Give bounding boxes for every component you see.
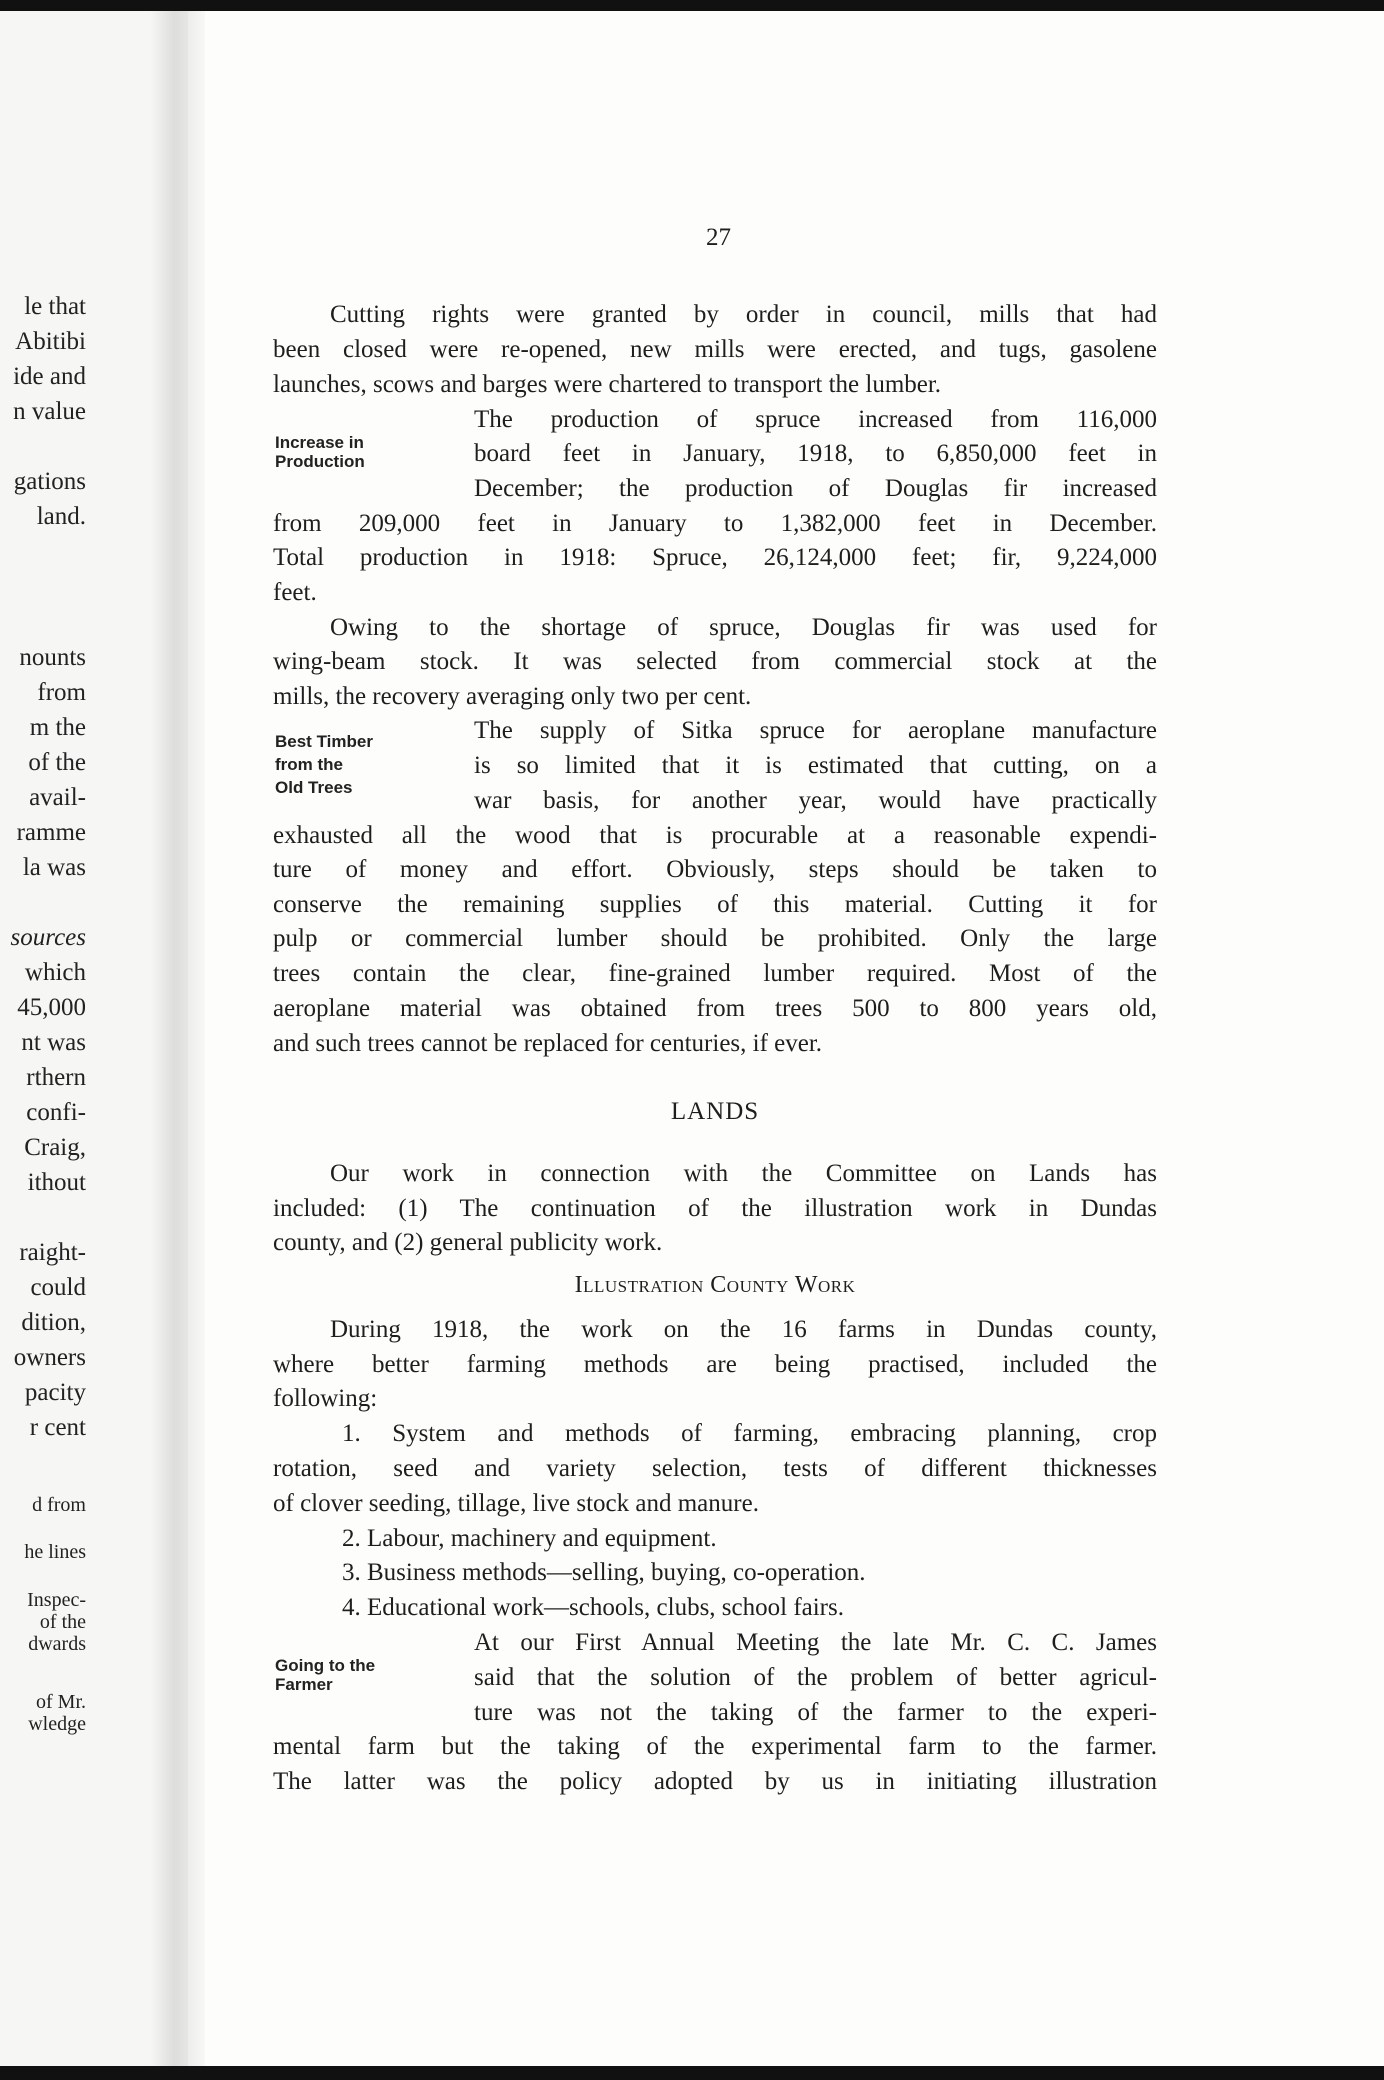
- facing-page-fragment: le that: [24, 293, 86, 320]
- body-line: conserve the remaining supplies of this material. Cutting it for: [273, 891, 1157, 918]
- facing-page-fragment: of Mr.: [36, 1691, 86, 1713]
- body-line: Our work in connection with the Committee on Lands has: [330, 1160, 1157, 1187]
- body-line: included: (1) The continuation of the illustration work in Dundas: [273, 1195, 1157, 1222]
- margin-note: Farmer: [275, 1675, 333, 1694]
- body-line: rotation, seed and variety selection, tests of different thicknesses: [273, 1455, 1157, 1482]
- facing-page-fragment: could: [30, 1274, 86, 1301]
- body-line: of clover seeding, tillage, live stock and manure.: [273, 1490, 759, 1517]
- list-item: 2. Labour, machinery and equipment.: [342, 1525, 717, 1552]
- body-line: been closed were re-opened, new mills were erected, and tugs, gasolene: [273, 336, 1157, 363]
- facing-page-fragment: which: [24, 959, 86, 986]
- facing-page-fragment: wledge: [28, 1713, 86, 1735]
- scan-bottom-border: [0, 2066, 1384, 2080]
- facing-page-fragment: pacity: [24, 1379, 86, 1406]
- facing-page-fragment: ithout: [27, 1169, 86, 1196]
- body-line: war basis, for another year, would have practically: [474, 787, 1157, 814]
- facing-page-fragment: avail-: [29, 784, 86, 811]
- scan-top-border: [0, 0, 1384, 11]
- subsection-heading: Illustration County Work: [574, 1272, 856, 1298]
- list-item: 4. Educational work—schools, clubs, school fairs.: [342, 1594, 844, 1621]
- book-gutter-shadow: [150, 11, 205, 2066]
- body-line: county, and (2) general publicity work.: [273, 1229, 663, 1256]
- body-line: Owing to the shortage of spruce, Douglas fir was used for: [330, 614, 1157, 641]
- facing-page-fragment: of the: [28, 749, 86, 776]
- body-line: At our First Annual Meeting the late Mr. C. C. James: [474, 1629, 1157, 1656]
- body-line: where better farming methods are being practised, included the: [273, 1351, 1157, 1378]
- body-line: The latter was the policy adopted by us in initiating illustration: [273, 1768, 1157, 1795]
- section-heading: LANDS: [670, 1098, 760, 1125]
- facing-page-fragment: sources: [10, 924, 86, 951]
- facing-page-fragment: land.: [36, 503, 86, 530]
- facing-page-fragment: he lines: [24, 1541, 86, 1563]
- facing-page-fragment: raight-: [19, 1239, 86, 1266]
- body-line: mills, the recovery averaging only two per cent.: [273, 683, 752, 710]
- facing-page-fragment: dwards: [28, 1633, 86, 1655]
- body-line: aeroplane material was obtained from trees 500 to 800 years old,: [273, 995, 1157, 1022]
- facing-page-fragment: ramme: [16, 819, 86, 846]
- facing-page-fragment: dition,: [21, 1309, 86, 1336]
- body-line: from 209,000 feet in January to 1,382,000 feet in December.: [273, 510, 1157, 537]
- margin-note: Best Timber: [275, 732, 373, 751]
- facing-page-fragment: from: [37, 679, 86, 706]
- facing-page-fragment: of the: [39, 1611, 86, 1633]
- facing-page-fragment: Inspec-: [27, 1589, 86, 1611]
- body-line: following:: [273, 1385, 378, 1412]
- margin-note: Production: [275, 452, 365, 471]
- facing-page-fragment: m the: [29, 714, 86, 741]
- body-line: The production of spruce increased from 116,000: [474, 406, 1157, 433]
- body-line: ture of money and effort. Obviously, steps should be taken to: [273, 856, 1157, 883]
- facing-page-fragment: gations: [13, 468, 86, 495]
- facing-page-fragment: n value: [13, 398, 86, 425]
- facing-page-fragment: la was: [22, 854, 86, 881]
- body-line: is so limited that it is estimated that cutting, on a: [474, 752, 1157, 779]
- body-line: board feet in January, 1918, to 6,850,000 feet in: [474, 440, 1157, 467]
- margin-note: Going to the: [275, 1656, 376, 1675]
- facing-page-fragment: Craig,: [24, 1134, 86, 1161]
- margin-note: Increase in: [275, 433, 364, 452]
- body-line: The supply of Sitka spruce for aeroplane manufacture: [474, 717, 1157, 744]
- facing-page-fragment: confi-: [26, 1099, 86, 1126]
- body-line: exhausted all the wood that is procurable at a reasonable expendi-: [273, 822, 1157, 849]
- body-line: mental farm but the taking of the experimental farm to the farmer.: [273, 1733, 1157, 1760]
- facing-page-fragment: nounts: [19, 644, 86, 671]
- body-line: trees contain the clear, fine-grained lumber required. Most of the: [273, 960, 1157, 987]
- facing-page-fragment: Abitibi: [15, 328, 86, 355]
- body-line: said that the solution of the problem of better agricul-: [474, 1664, 1157, 1691]
- facing-page-fragment: d from: [32, 1494, 86, 1516]
- body-line: Cutting rights were granted by order in council, mills that had: [330, 301, 1157, 328]
- list-item: 1. System and methods of farming, embracing planning, crop: [342, 1420, 1157, 1447]
- body-line: feet.: [273, 579, 317, 606]
- body-line: ture was not the taking of the farmer to the experi-: [474, 1699, 1157, 1726]
- margin-note: Old Trees: [275, 778, 353, 797]
- facing-page-fragment: r cent: [29, 1414, 86, 1441]
- list-item: 3. Business methods—selling, buying, co-operation.: [342, 1559, 866, 1586]
- margin-note: from the: [275, 755, 343, 774]
- body-line: launches, scows and barges were chartered to transport the lumber.: [273, 371, 942, 398]
- body-line: and such trees cannot be replaced for centuries, if ever.: [273, 1030, 823, 1057]
- facing-page-fragment: rthern: [26, 1064, 86, 1091]
- facing-page-fragment: ide and: [13, 363, 86, 390]
- body-line: wing-beam stock. It was selected from commercial stock at the: [273, 648, 1157, 675]
- page-number: 27: [706, 224, 731, 251]
- body-line: Total production in 1918: Spruce, 26,124,000 feet; fir, 9,224,000: [273, 544, 1157, 571]
- facing-page-fragment: owners: [13, 1344, 86, 1371]
- body-line: During 1918, the work on the 16 farms in Dundas county,: [330, 1316, 1157, 1343]
- facing-page-fragment: nt was: [21, 1029, 86, 1056]
- facing-page-fragment: 45,000: [17, 994, 86, 1021]
- body-line: pulp or commercial lumber should be prohibited. Only the large: [273, 925, 1157, 952]
- body-line: December; the production of Douglas fir increased: [474, 475, 1157, 502]
